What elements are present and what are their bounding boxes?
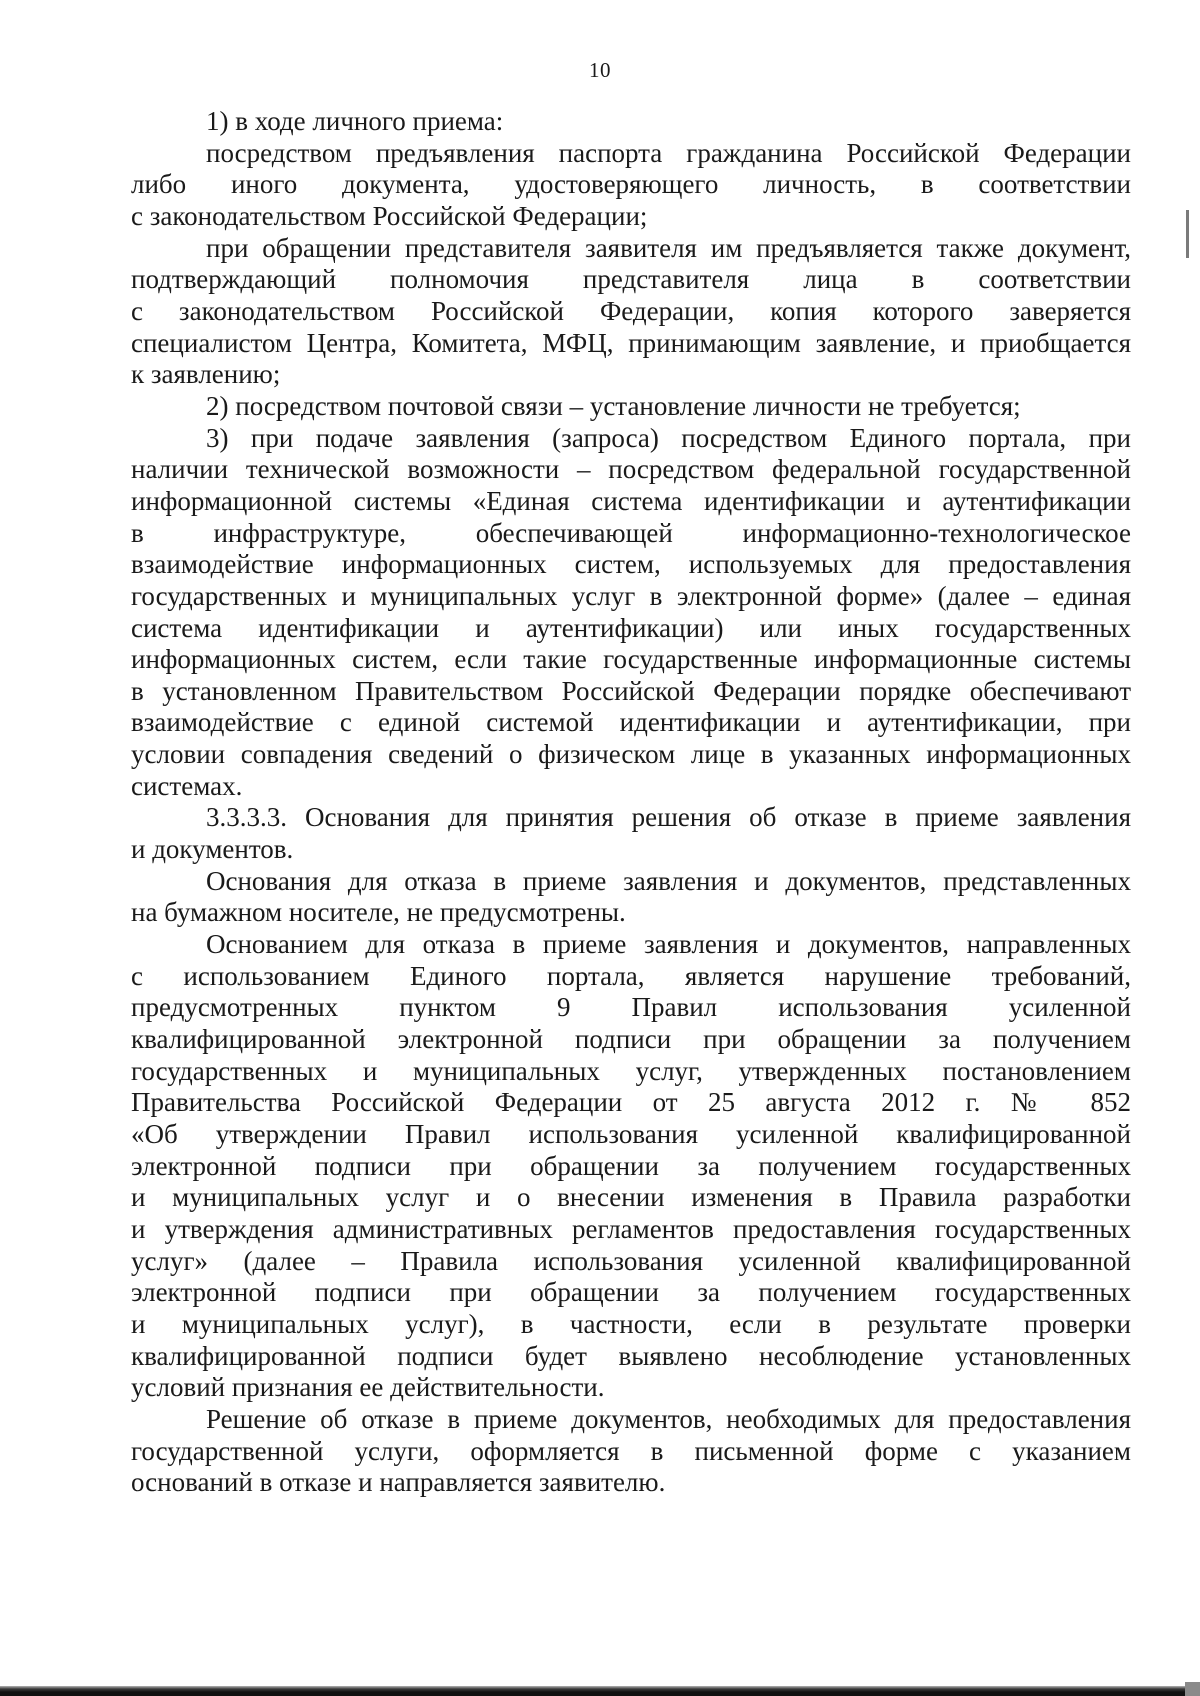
text-line: 2) посредством почтовой связи – установление личности не требуется; — [206, 390, 1021, 421]
text-line: при обращении представителя заявителя им предъявляется также документ, — [206, 232, 1131, 263]
text-line: Правительства Российской Федерации от 25 августа 2012 г. № 852 — [131, 1087, 1131, 1118]
text-line: предусмотренных пунктом 9 Правил использования усиленной — [131, 992, 1131, 1023]
text-line: посредством предъявления паспорта гражданина Российской Федерации — [206, 137, 1131, 168]
text-line: квалифицированной электронной подписи при обращении за получением — [131, 1024, 1131, 1055]
text-line: с использованием Единого портала, является нарушение требований, — [131, 960, 1131, 991]
text-line: и утверждения административных регламентов предоставления государственных — [131, 1213, 1131, 1244]
text-line: специалистом Центра, Комитета, МФЦ, принимающим заявление, и приобщается — [131, 327, 1131, 358]
text-line: взаимодействие информационных систем, используемых для предоставления — [131, 549, 1131, 580]
text-line: государственных и муниципальных услуг, утвержденных постановлением — [131, 1055, 1131, 1086]
text-line: информационных систем, если такие государственные информационные системы — [131, 644, 1131, 675]
text-line: электронной подписи при обращении за получением государственных — [131, 1150, 1131, 1181]
text-line: подтверждающий полномочия представителя лица в соответствии — [131, 264, 1131, 295]
text-line: электронной подписи при обращении за получением государственных — [131, 1277, 1131, 1308]
text-line: Основания для отказа в приеме заявления и документов, представленных — [206, 865, 1131, 896]
text-line: условий признания ее действительности. — [131, 1372, 605, 1403]
text-line: и муниципальных услуг и о внесении изменения в Правила разработки — [131, 1182, 1131, 1213]
text-line: квалифицированной подписи будет выявлено несоблюдение установленных — [131, 1340, 1131, 1371]
text-line: 3.3.3.3. Основания для принятия решения об отказе в приеме заявления — [206, 802, 1131, 833]
text-line: система идентификации и аутентификации) или иных государственных — [131, 612, 1131, 643]
text-line: Основанием для отказа в приеме заявления и документов, направленных — [206, 929, 1131, 960]
text-line: взаимодействие с единой системой идентификации и аутентификации, при — [131, 707, 1131, 738]
text-line: «Об утверждении Правил использования усиленной квалифицированной — [131, 1119, 1131, 1149]
text-line: Решение об отказе в приеме документов, необходимых для предоставления — [206, 1403, 1131, 1434]
page-number: 10 — [589, 58, 611, 82]
scan-corner-shadow — [1185, 1682, 1200, 1696]
text-line: в инфраструктуре, обеспечивающей информационно-технологическое — [131, 517, 1131, 548]
text-line: к заявлению; — [131, 359, 281, 390]
text-line: 1) в ходе личного приема: — [206, 106, 504, 136]
text-line: услуг» (далее – Правила использования усиленной квалифицированной — [131, 1245, 1131, 1276]
text-line: условии совпадения сведений о физическом лице в указанных информационных — [131, 739, 1131, 770]
text-line: либо иного документа, удостоверяющего личность, в соответствии — [131, 169, 1131, 200]
text-line: с законодательством Российской Федерации; — [131, 200, 648, 231]
text-line: информационной системы «Единая система идентификации и аутентификации — [131, 485, 1131, 516]
text-line: системах. — [131, 770, 243, 801]
text-line: в установленном Правительством Российской Федерации порядке обеспечивают — [131, 675, 1131, 706]
text-line: государственной услуги, оформляется в письменной форме с указанием — [131, 1435, 1131, 1466]
text-line: 3) при подаче заявления (запроса) посредством Единого портала, при — [206, 422, 1131, 453]
text-line: оснований в отказе и направляется заявителю. — [131, 1467, 666, 1498]
scan-bottom-edge — [0, 1686, 1200, 1696]
body-text — [131, 106, 1131, 1499]
text-line: и муниципальных услуг), в частности, если в результате проверки — [131, 1308, 1131, 1339]
text-line: и документов. — [131, 834, 294, 865]
text-line: наличии технической возможности – посредством федеральной государственной — [131, 454, 1131, 485]
text-line: на бумажном носителе, не предусмотрены. — [131, 897, 626, 928]
scan-speck — [1186, 210, 1189, 258]
text-line: с законодательством Российской Федерации, копия которого заверяется — [131, 295, 1131, 326]
text-line: государственных и муниципальных услуг в электронной форме» (далее – единая — [131, 580, 1131, 611]
